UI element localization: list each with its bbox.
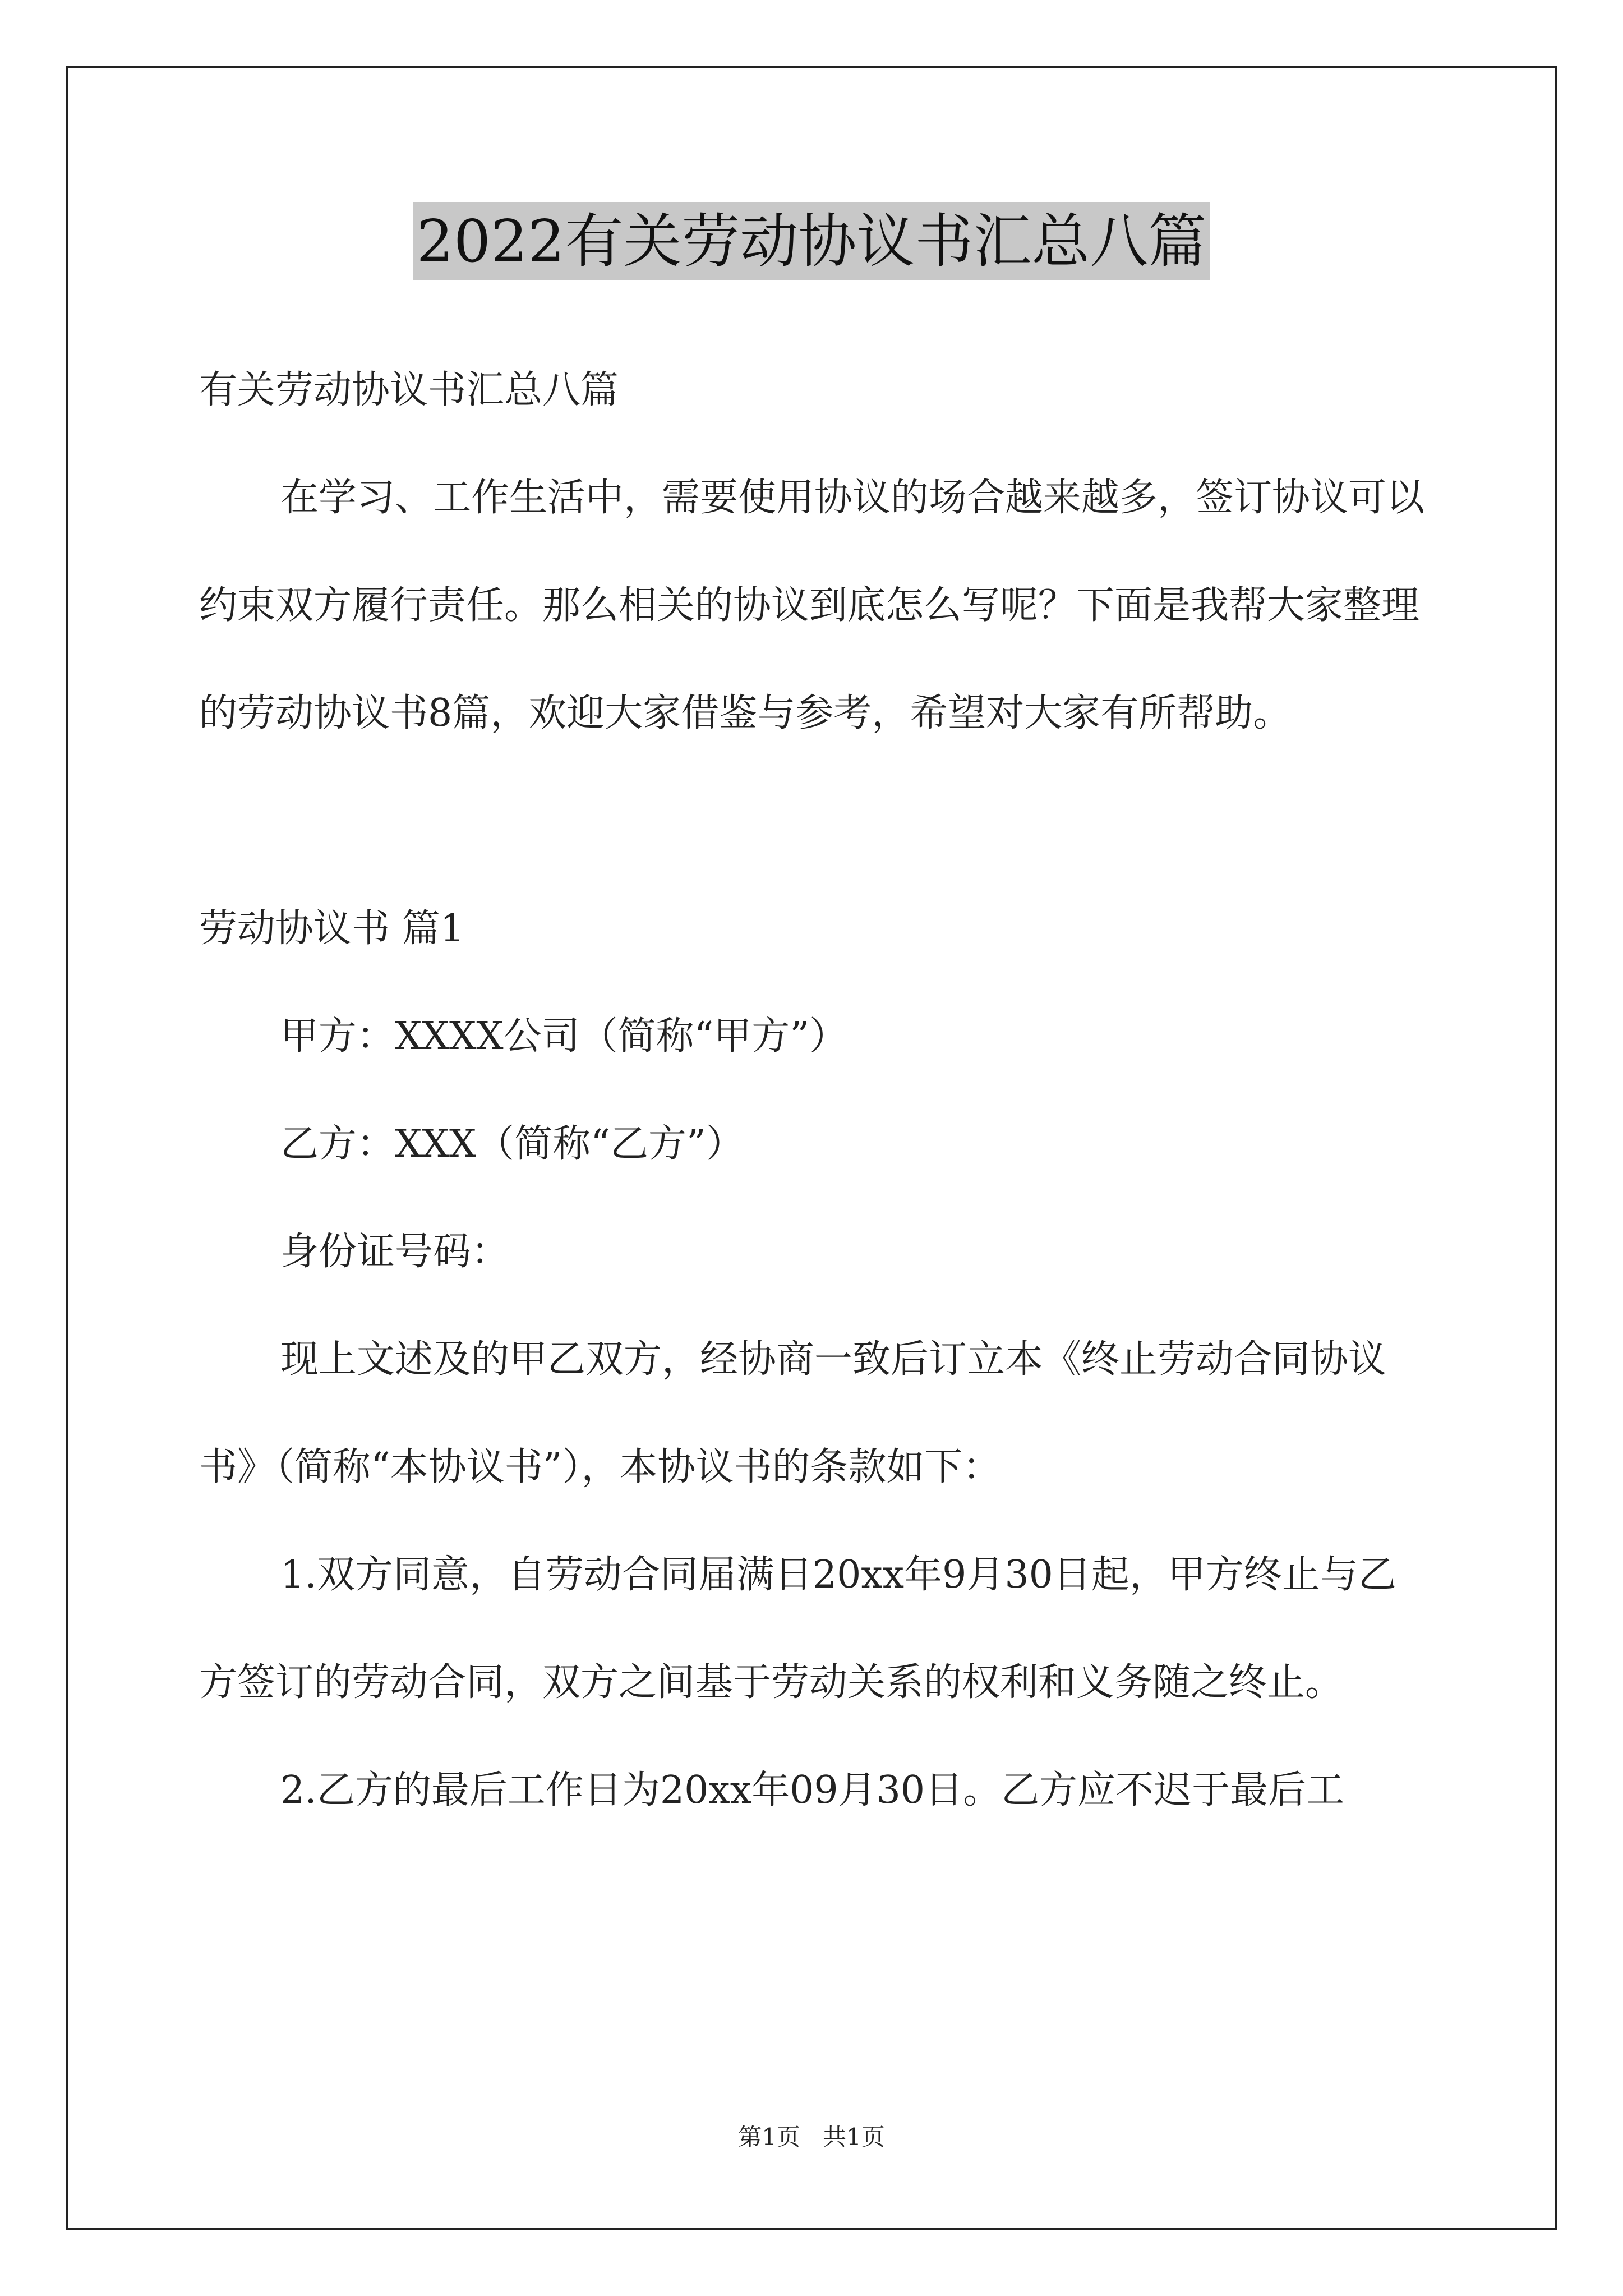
document-body — [199, 337, 1427, 1844]
section-heading: 劳动协议书 篇1 — [199, 907, 464, 951]
page-footer: 第1页 共1页 — [738, 2123, 885, 2151]
id-number-line: 身份证号码： — [280, 1230, 510, 1274]
clause-1-paragraph: 1.双方同意，自劳动合同届满日20xx年9月30日起，甲方终止与乙方签订的劳动合同，双方之间基于劳动关系的权利和义务随之终止。 — [199, 1553, 1396, 1705]
section-spacer — [199, 767, 1427, 875]
intro-paragraph: 在学习、工作生活中，需要使用协议的场合越来越多，签订协议可以约束双方履行责任。那么相关的协议到底怎么写呢？下面是我帮大家整理的劳动协议书8篇，欢迎大家借鉴与参考，希望对大家有所帮助。 — [199, 476, 1425, 735]
title-container — [0, 202, 1623, 280]
party-b-line: 乙方：XXX（简称“乙方”） — [280, 1122, 744, 1166]
document-subtitle: 有关劳动协议书汇总八篇 — [199, 368, 619, 412]
document-title: 2022有关劳动协议书汇总八篇 — [413, 202, 1210, 280]
party-a-line: 甲方：XXXX公司（简称“甲方”） — [280, 1014, 848, 1059]
clause-2-paragraph: 2.乙方的最后工作日为20xx年09月30日。乙方应不迟于最后工 — [280, 1768, 1345, 1812]
preamble-paragraph: 现上文述及的甲乙双方，经协商一致后订立本《终止劳动合同协议书》（简称“本协议书”），本协议书的条款如下： — [199, 1337, 1387, 1489]
